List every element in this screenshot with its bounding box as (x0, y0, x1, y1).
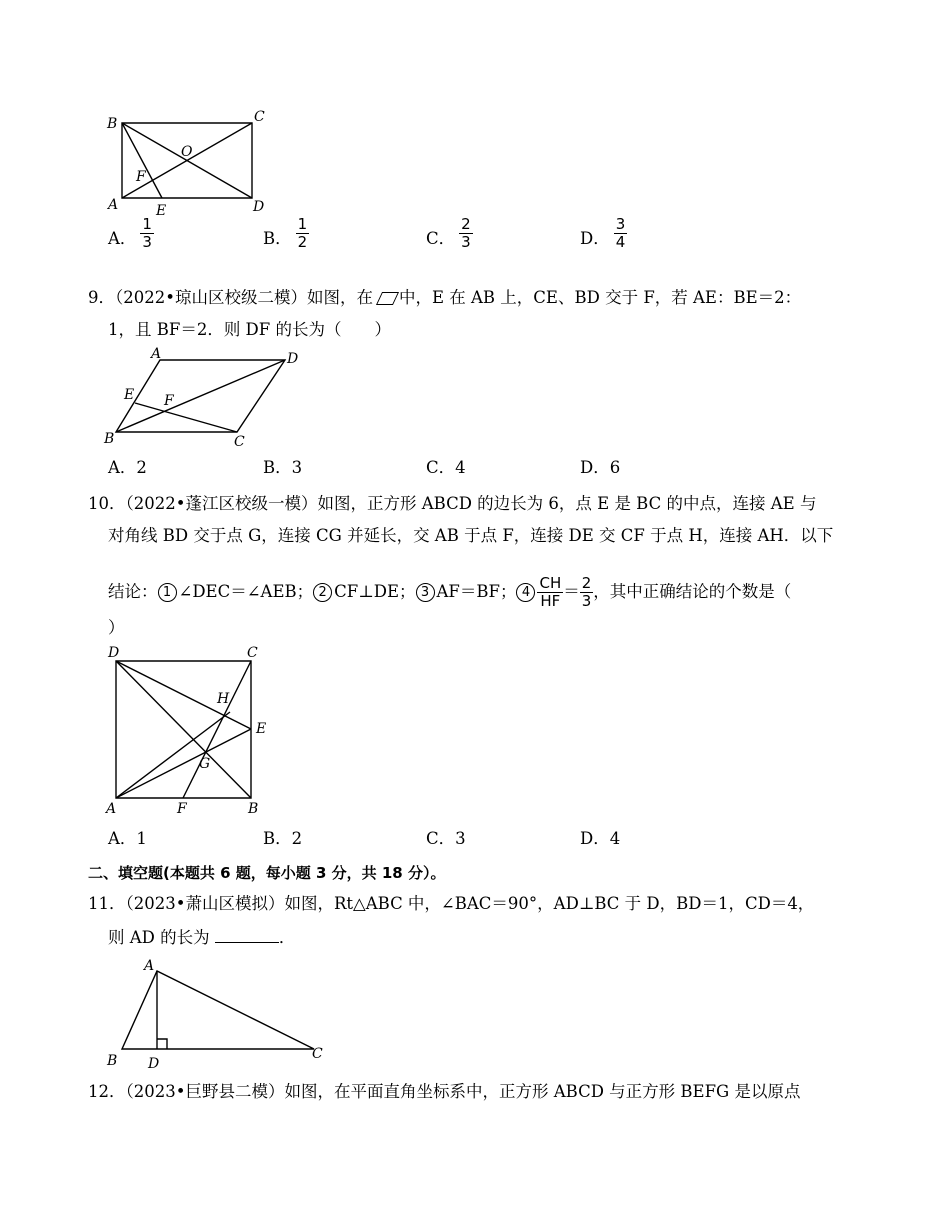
q10-option-d[interactable]: D．4 (580, 829, 621, 848)
q11-label-b: B (107, 1053, 118, 1069)
q10-label-e: E (256, 721, 267, 737)
circle-4-icon: 4 (516, 583, 535, 602)
q10-line3: 结论： 1 ∠DEC＝∠AEB； 2 CF⊥DE； 3 AF＝BF； 4 $\frac{CH}{HF}$ ＝ $\frac{2}{3}$ ，其中正确结论的个数是（ (108, 574, 792, 610)
q9-label-d: D (287, 351, 299, 367)
q10-label-a: A (106, 801, 117, 817)
q9-figure (100, 345, 310, 450)
q8-label-a: A (108, 197, 119, 213)
q8-label-b: B (107, 116, 118, 132)
q10-option-c[interactable]: C．3 (426, 829, 466, 848)
q9-label-e: E (124, 387, 135, 403)
q11-number: 11． (88, 894, 126, 913)
q10-label-g: G (199, 756, 211, 772)
q10-option-b[interactable]: B．2 (263, 829, 303, 848)
q10-label-h: H (217, 691, 230, 707)
q11-label-c: C (312, 1046, 323, 1062)
q10-label-b: B (248, 801, 259, 817)
q9-label-f: F (164, 393, 174, 409)
q9-label-b: B (104, 431, 115, 447)
q8-label-e: E (156, 203, 167, 219)
q8-label-d: D (253, 199, 265, 215)
q9-option-c[interactable]: C．4 (426, 458, 466, 477)
q10-figure (100, 640, 275, 820)
q9-option-d[interactable]: D．6 (580, 458, 621, 477)
q8-option-b[interactable]: B． $\frac{1}{2}$ (263, 215, 308, 251)
q8-label-f: F (136, 169, 146, 185)
q9-number: 9． (88, 288, 115, 307)
q12-line1: 12．（2023•巨野县二模）如图，在平面直角坐标系中，正方形 ABCD 与正方形 BEFG 是以原点 (88, 1082, 801, 1101)
q10-line1: 10．（2022•蓬江区校级一模）如图，正方形 ABCD 的边长为 6，点 E 是 BC 的中点，连接 AE 与 (88, 494, 817, 513)
section-2-title: 二、填空题(本题共 6 题，每小题 3 分，共 18 分）。 (88, 864, 446, 882)
q11-figure (100, 952, 335, 1072)
q9-label-a: A (151, 346, 162, 362)
q11-answer-blank[interactable] (215, 926, 279, 943)
circle-1-icon: 1 (158, 583, 177, 602)
q8-option-a[interactable]: A． $\frac{1}{3}$ (108, 215, 152, 251)
q10-line2: 对角线 BD 交于点 G，连接 CG 并延长，交 AB 于点 F，连接 DE 交 CF 于点 H，连接 AH．以下 (108, 526, 834, 545)
q8-label-c: C (254, 109, 265, 125)
circle-3-icon: 3 (416, 583, 435, 602)
q11-line2: 则 AD 的长为 ． (108, 928, 296, 947)
q11-line1: 11．（2023•萧山区模拟）如图，Rt△ABC 中，∠BAC＝90°，AD⊥BC 于 D，BD＝1，CD＝4， (88, 894, 815, 913)
q10-label-c: C (247, 645, 258, 661)
q10-option-a[interactable]: A．1 (108, 829, 147, 848)
circle-2-icon: 2 (313, 583, 332, 602)
q10-label-d: D (108, 645, 120, 661)
q9-option-a[interactable]: A．2 (108, 458, 147, 477)
parallelogram-icon (376, 292, 399, 305)
q11-label-a: A (144, 958, 155, 974)
q9-line1: 9．（2022•琼山区校级二模）如图，在 中，E 在 AB 上，CE、BD 交于 F，若 AE：BE＝2： (88, 288, 802, 307)
q8-label-o: O (181, 144, 193, 160)
q8-option-c[interactable]: C． $\frac{2}{3}$ (426, 215, 471, 251)
q10-line4: ） (108, 618, 125, 637)
q10-number: 10． (88, 494, 126, 513)
q9-line2: 1，且 BF＝2．则 DF 的长为（ ） (108, 320, 391, 339)
q9-option-b[interactable]: B．3 (263, 458, 303, 477)
q8-figure (100, 108, 280, 220)
q12-number: 12． (88, 1082, 126, 1101)
q11-label-d: D (148, 1056, 160, 1072)
q9-label-c: C (234, 434, 245, 450)
q8-option-d[interactable]: D． $\frac{3}{4}$ (580, 215, 626, 251)
q10-label-f: F (177, 801, 187, 817)
